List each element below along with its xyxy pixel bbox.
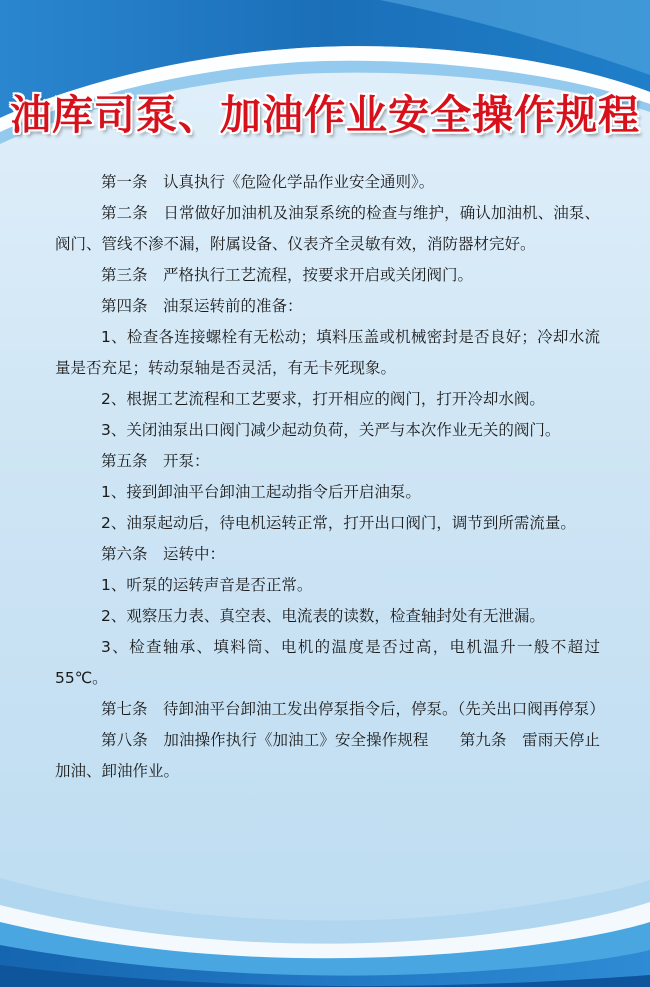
article-4-item-2: 2、根据工艺流程和工艺要求，打开相应的阀门，打开冷却水阀。 [101, 390, 545, 408]
article-5-heading: 第五条 开泵： [101, 452, 210, 470]
article-6-item-1: 1、听泵的运转声音是否正常。 [101, 576, 313, 594]
regulation-body [55, 167, 605, 787]
article-6-item-3: 3、检查轴承、填料筒、电机的温度是否过高，电机温升一般不超过55℃。 [55, 638, 600, 687]
article-6-item-2: 2、观察压力表、真空表、电流表的读数，检查轴封处有无泄漏。 [101, 607, 545, 625]
article-7: 第七条 待卸油平台卸油工发出停泵指令后，停泵。（先关出口阀再停泵） [101, 700, 605, 718]
article-3: 第三条 严格执行工艺流程，按要求开启或关闭阀门。 [101, 266, 474, 284]
article-4-item-3: 3、关闭油泵出口阀门减少起动负荷，关严与本次作业无关的阀门。 [101, 421, 561, 439]
article-5-item-1: 1、接到卸油平台卸油工起动指令后开启油泵。 [101, 483, 421, 501]
article-4-heading: 第四条 油泵运转前的准备： [101, 297, 303, 315]
article-6-heading: 第六条 运转中： [101, 545, 226, 563]
article-8-9: 第八条 加油操作执行《加油工》安全操作规程 第九条 雷雨天停止加油、卸油作业。 [55, 731, 600, 780]
page-title: 油库司泵、加油作业安全操作规程 [10, 91, 640, 139]
article-1: 第一条 认真执行《危险化学品作业安全通则》。 [101, 173, 435, 191]
article-2: 第二条 日常做好加油机及油泵系统的检查与维护，确认加油机、油泵、阀门、管线不渗不漏，附属设备、仪表齐全灵敏有效，消防器材完好。 [55, 204, 600, 253]
article-4-item-1: 1、检查各连接螺栓有无松动；填料压盖或机械密封是否良好；冷却水流量是否充足；转动泵轴是否灵活，有无卡死现象。 [55, 328, 600, 377]
article-5-item-2: 2、油泵起动后，待电机运转正常，打开出口阀门，调节到所需流量。 [101, 514, 576, 532]
